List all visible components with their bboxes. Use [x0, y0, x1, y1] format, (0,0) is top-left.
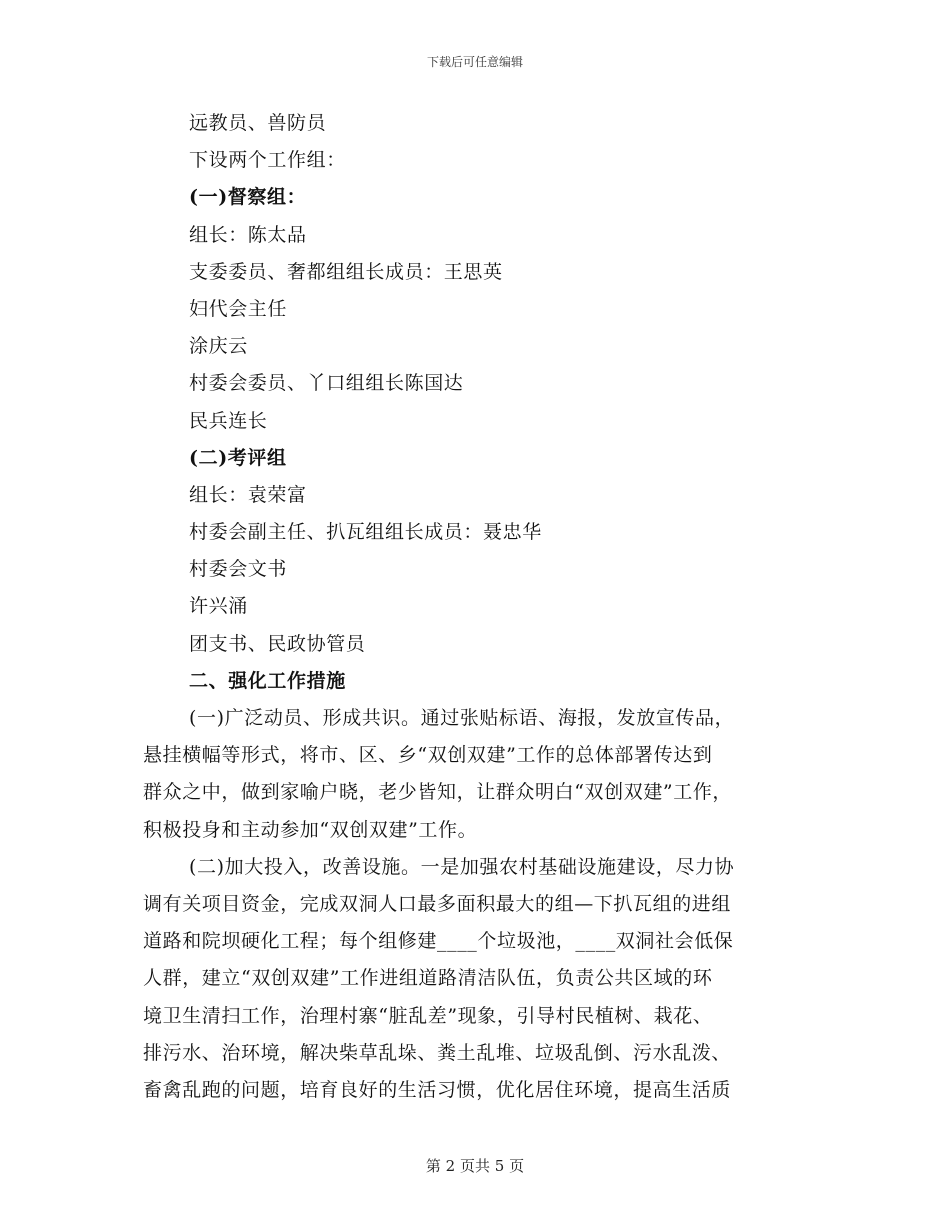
paragraph-line: 群众之中，做到家喻户晓，老少皆知，让群众明白“双创双建”工作， — [143, 781, 733, 804]
text-line: 涂庆云 — [189, 335, 248, 358]
section-heading: (一)督察组： — [189, 186, 307, 209]
paragraph-line: 人群，建立“双创双建”工作进组道路清洁队伍，负责公共区域的环 — [143, 967, 713, 990]
text-line: 下设两个工作组： — [189, 149, 346, 172]
paragraph-line: 悬挂横幅等形式，将市、区、乡“双创双建”工作的总体部署传达到 — [143, 744, 713, 767]
text-line: 村委会副主任、扒瓦组组长成员：聂忠华 — [189, 521, 542, 544]
text-line: 支委委员、奢都组组长成员：王思英 — [189, 260, 503, 283]
paragraph-line: (一)广泛动员、形成共识。通过张贴标语、海报，发放宣传品， — [189, 707, 735, 729]
document-body — [143, 105, 807, 1109]
paragraph-investment — [143, 849, 807, 1109]
paragraph-line: 境卫生清扫工作，治理村寨“脏乱差”现象，引导村民植树、栽花、 — [143, 1004, 713, 1027]
paragraph-line: 积极投身和主动参加“双创双建”工作。 — [143, 818, 478, 841]
text-line: 村委会委员、丫口组组长陈国达 — [189, 372, 464, 395]
text-line: 团支书、民政协管员 — [189, 632, 366, 655]
paragraph-line: 畜禽乱跑的问题，培育良好的生活习惯，优化居住环境，提高生活质 — [143, 1078, 732, 1101]
text-line: 组长：袁荣富 — [189, 483, 307, 506]
page-header: 下载后可任意编辑 — [426, 55, 523, 69]
paragraph-line: 调有关项目资金，完成双洞人口最多面积最大的组—下扒瓦组的进组 — [143, 892, 732, 915]
section-heading: 二、强化工作措施 — [189, 669, 346, 692]
section-heading: (二)考评组 — [189, 446, 287, 469]
text-line: 许兴涌 — [189, 595, 248, 618]
paragraph-line: 道路和院坝硬化工程；每个组修建____个垃圾池，____双洞社会低保 — [143, 930, 734, 953]
page-number: 第 2 页共 5 页 — [425, 1157, 525, 1175]
text-line: 村委会文书 — [189, 558, 288, 581]
paragraph-mobilize — [143, 700, 807, 849]
paragraph-line: (二)加大投入，改善设施。一是加强农村基础设施建设，尽力协 — [189, 855, 735, 878]
text-line: 远教员、兽防员 — [189, 112, 327, 134]
paragraph-line: 排污水、治环境，解决柴草乱垛、粪土乱堆、垃圾乱倒、污水乱泼、 — [143, 1041, 732, 1064]
text-line: 妇代会主任 — [189, 297, 288, 320]
text-line: 民兵连长 — [189, 409, 268, 432]
text-line: 组长：陈太品 — [189, 223, 307, 246]
